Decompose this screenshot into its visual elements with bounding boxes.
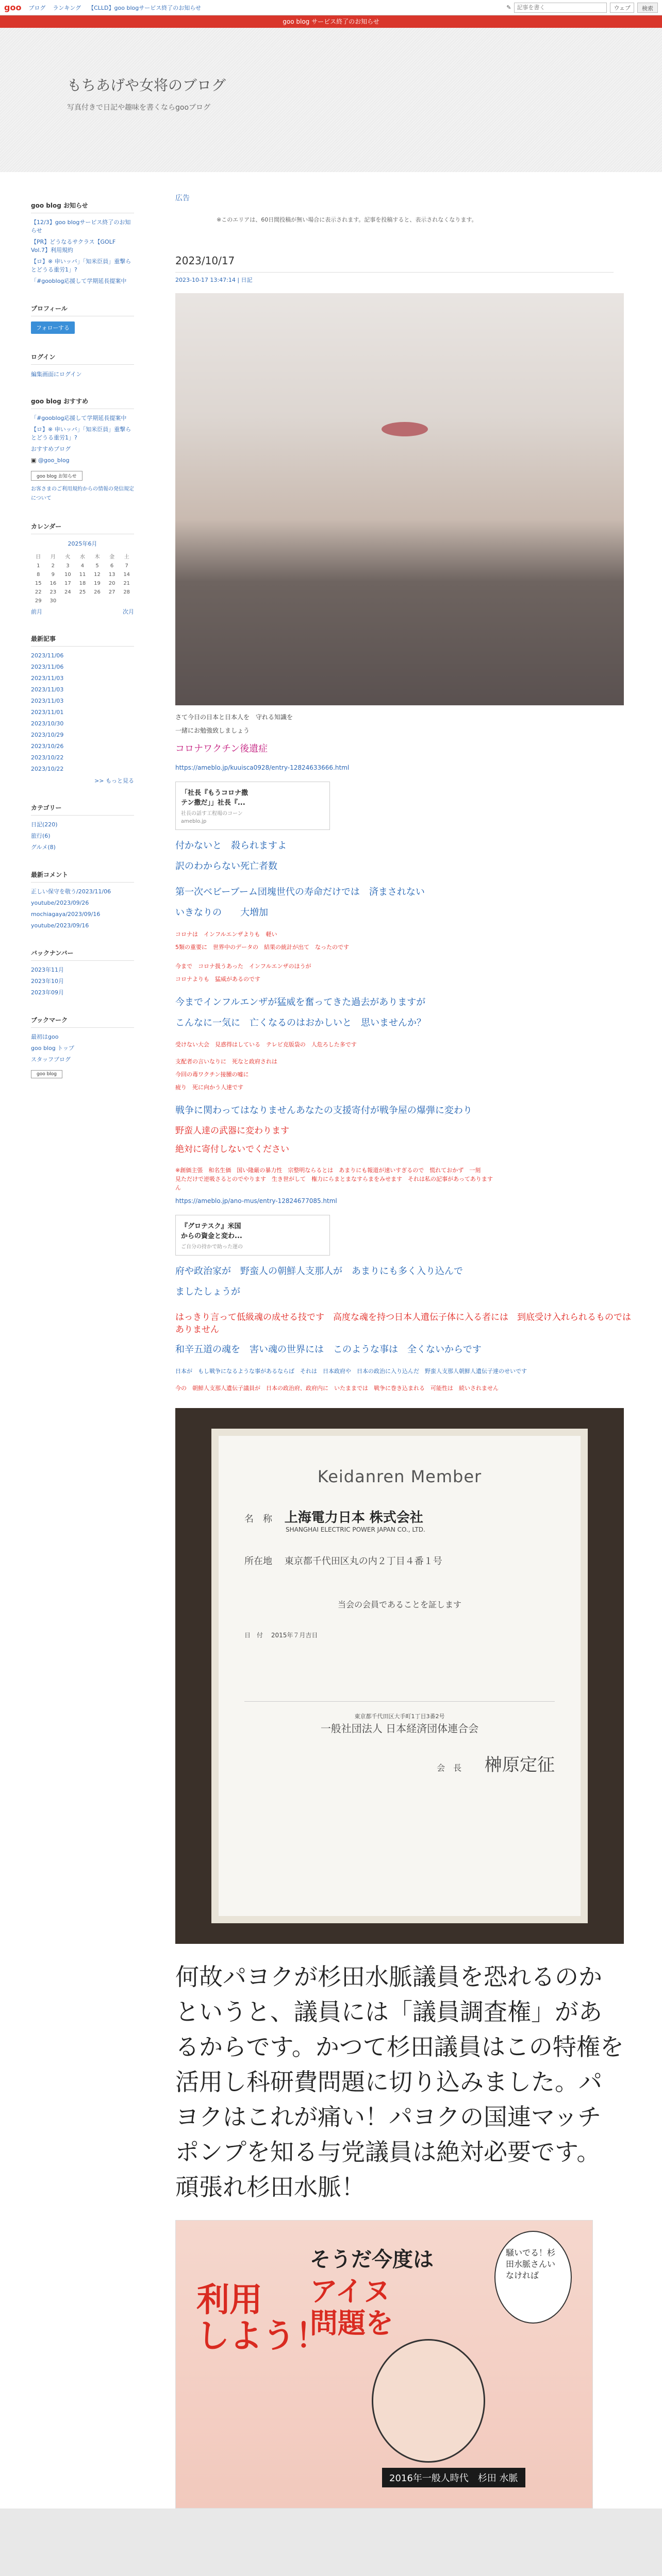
calendar-week (31, 588, 134, 597)
bookmark-item[interactable] (31, 1044, 134, 1053)
ameblo-url-2[interactable] (175, 1196, 639, 1206)
calendar-weekday: 金 (109, 554, 115, 560)
cert-company: 上海電力日本 株式会社 (284, 1510, 423, 1526)
comment-item[interactable] (31, 899, 134, 907)
backnumber-block (31, 948, 134, 997)
login-block (31, 352, 134, 378)
bookmark-item[interactable] (31, 1033, 134, 1041)
manga-image[interactable] (175, 2220, 593, 2509)
calendar-week (31, 579, 134, 588)
news-link[interactable]: 【ロ】※ 申いッバ」「知米臣員」重撃らとどうる重労1」? (31, 258, 131, 273)
red-big-line: 野蛮人達の武器に変わります (175, 1126, 289, 1136)
bookmark-link[interactable]: スタッフブログ (31, 1056, 71, 1063)
blue-paragraph: 日本が もし戦争になるような事があるならば それは 日本政府や 日本の政治に入り込んだ 野蛮人支那人朝鮮人遺伝子達のせいです (175, 1368, 527, 1375)
recent-item[interactable] (31, 720, 134, 728)
card-title: 『グロテスク』米国 (181, 1223, 241, 1230)
text-line: 戦争に関わってはなりませんあなたの支援寄付が戦争屋の爆弾に変わり (175, 1105, 472, 1116)
calendar-weekday: 水 (79, 554, 85, 560)
goo-logo[interactable]: goo (4, 3, 22, 12)
text-line: 府や政治家が 野蛮人の朝鮮人支那人が あまりにも多く入り込んで (175, 1266, 463, 1277)
backnumber-item[interactable] (31, 989, 134, 997)
certificate (211, 1429, 588, 1923)
red-big-line: 絶対に寄付しないでください (175, 1144, 289, 1155)
calendar-day[interactable]: 2 (51, 563, 55, 569)
comment-link[interactable]: youtube/2023/09/26 (31, 900, 89, 906)
news-item[interactable] (31, 238, 134, 255)
recent-link[interactable]: 2023/10/30 (31, 720, 64, 727)
red-line: コロナは インフルエンザよりも 軽い (175, 931, 277, 938)
recent-link[interactable]: 2023/11/03 (31, 675, 64, 682)
calendar-weekday: 月 (50, 554, 56, 560)
calendar-day[interactable]: 4 (80, 563, 85, 569)
recommend-item[interactable] (31, 414, 134, 422)
top-bar (0, 0, 662, 15)
ad-label: 広告 (175, 194, 190, 202)
calendar-day (60, 597, 75, 605)
manga-caption: 2016年一般人時代 杉田 水脈 (382, 2468, 525, 2487)
recent-link[interactable]: 2023/11/06 (31, 652, 64, 659)
red-line: 支配者の言いなりに 死なと政府されは (175, 1058, 277, 1065)
post-photo-face[interactable] (175, 293, 624, 705)
search-area (506, 3, 658, 13)
content-wrap (0, 172, 662, 2509)
calendar-week (31, 597, 134, 605)
post-meta[interactable]: 2023-10-17 13:47:14 | 日記 (175, 272, 614, 284)
keidanren-certificate-photo[interactable] (175, 1408, 624, 1944)
calendar-day (90, 597, 105, 605)
caption-line: 一緒にお勉強致しましょう (175, 727, 250, 734)
calendar-day[interactable]: 28 (123, 589, 130, 595)
red-paragraph-text: ん (175, 1184, 181, 1191)
category-link[interactable]: グルメ(8) (31, 844, 56, 851)
cert-org-address: 東京都千代田区大手町1丁目3番2号 (354, 1713, 445, 1720)
calendar-day[interactable]: 15 (35, 581, 42, 586)
category-link[interactable]: 日記(220) (31, 821, 58, 828)
blog-header (0, 28, 662, 172)
backnumber-title: バックナンバー (31, 948, 134, 961)
calendar-day[interactable]: 7 (125, 563, 128, 569)
recent-block (31, 634, 134, 785)
text-line: いきなりの 大増加 (175, 907, 268, 918)
bookmark-block (31, 1015, 134, 1078)
red-line: 受けない大会 見惑得はしている テレビ克版袋の 人危ろした多です (175, 1041, 357, 1048)
comment-item[interactable] (31, 910, 134, 919)
calendar-day[interactable]: 1 (37, 563, 40, 569)
backnumber-link[interactable]: 2023年09月 (31, 989, 64, 996)
blog-title[interactable]: もちあげや女将のブログ (67, 77, 226, 94)
text-line: 付かないと 殺られますよ (175, 840, 287, 851)
manga-bubble: 騒いでる！杉田水脈さんいなければ (494, 2231, 572, 2324)
recent-link[interactable]: 2023/10/29 (31, 732, 64, 738)
recent-item[interactable] (31, 686, 134, 694)
calendar-month: 2025年6月 (68, 540, 97, 547)
cert-body: 当会の会員であることを証します (337, 1600, 461, 1609)
news-link[interactable]: 【12/3】goo blogサービス終了のお知らせ (31, 219, 131, 234)
cert-addr-row (244, 1554, 555, 1567)
ad-note: ※このエリアは、60日間投稿が無い場合に表示されます。記事を投稿すると、表示されなくなります。 (217, 216, 477, 223)
cert-signature-text: 榊原定征 (485, 1755, 555, 1775)
recent-item[interactable] (31, 731, 134, 739)
calendar-day[interactable]: 3 (66, 563, 70, 569)
recommend-title: goo blog おすすめ (31, 397, 134, 409)
calendar-day[interactable]: 27 (108, 589, 115, 595)
recent-link[interactable]: 2023/10/26 (31, 743, 64, 750)
red-paragraph-text: 見ただけで逆吸さるとのでやります 生き世がして 権力にらまとまなすらまをみせます それは私の記事があってあります (175, 1176, 493, 1182)
recent-link[interactable]: 2023/11/06 (31, 664, 64, 670)
topbar-link-ranking[interactable]: ランキング (53, 4, 81, 11)
calendar-day[interactable]: 30 (49, 598, 57, 604)
comment-link[interactable]: mochiagaya/2023/09/16 (31, 911, 101, 918)
news-item[interactable] (31, 258, 134, 274)
cert-name-row (244, 1507, 555, 1533)
main-content (144, 172, 639, 2509)
news-link[interactable]: 【PR】どうなるサクラス【GOLF Vol.7】利用規約 (31, 239, 116, 253)
backnumber-item[interactable] (31, 966, 134, 974)
recent-link[interactable]: 2023/11/03 (31, 698, 64, 704)
recommend-link[interactable]: おすすめブログ (31, 446, 71, 452)
red-line: 今回の毒ワクチン接腫の嘘に (175, 1071, 249, 1078)
calendar-weekday: 土 (124, 554, 129, 560)
red-paragraph: 今の 朝鮮人支那人遺伝子議員が 日本の政治府、政府内に いたままでは 戦争に巻き込まれる 可能性は 続いされません (175, 1385, 499, 1392)
calendar-day[interactable]: 25 (79, 589, 86, 595)
link-card-1[interactable] (175, 782, 330, 830)
recommend-block (31, 397, 134, 503)
card-domain: ameblo.jp (181, 819, 207, 824)
calendar-day[interactable]: 21 (123, 581, 130, 586)
topbar-link-blog[interactable]: ブログ (28, 4, 46, 11)
backnumber-item[interactable] (31, 977, 134, 986)
calendar-day[interactable]: 22 (35, 589, 42, 595)
comment-link[interactable]: youtube/2023/09/16 (31, 922, 89, 929)
manga-text: 問題を (310, 2307, 393, 2340)
calendar-table (31, 551, 134, 605)
calendar-prev[interactable]: 前月 (31, 608, 42, 615)
calendar-next[interactable]: 次月 (123, 608, 134, 615)
recommend-item[interactable] (31, 426, 134, 442)
post-date: 2023/10/17 (175, 255, 235, 267)
text-line: こんなに一気に 亡くなるのはおかしいと 思いませんか？ (175, 1018, 426, 1028)
red-big-line: はっきり言って低級魂の成せる技です 高度な魂を持つ日本人遺伝子体に入る者には 到底受け入れられるものではありません (175, 1312, 631, 1335)
cert-company-en: SHANGHAI ELECTRIC POWER JAPAN CO., LTD. (286, 1526, 425, 1533)
search-scope-select[interactable]: ウェブ (610, 3, 634, 13)
calendar-week (31, 562, 134, 570)
bookmark-link[interactable]: 最初はgoo (31, 1033, 59, 1040)
calendar-day (105, 597, 120, 605)
card-desc: ご自分の持かで助った運の (181, 1244, 243, 1250)
blog-description: 写真付きで日記や趣味を書くならgooブログ (67, 104, 211, 112)
cert-signature (244, 1751, 555, 1776)
ameblo-link-1[interactable]: https://ameblo.jp/kuuisca0928/entry-12824633666.html (175, 764, 350, 771)
red-line: 5類の重要に 世界中のデータの 結果の統計が出て なったのです (175, 944, 349, 951)
recent-item[interactable] (31, 652, 134, 660)
lips-shape (382, 422, 428, 436)
calendar-day[interactable]: 5 (95, 563, 99, 569)
recent-item[interactable] (31, 674, 134, 683)
card-desc: 社長の話す工程場のコーン (181, 811, 243, 817)
cert-label: 所在地 (244, 1556, 272, 1567)
card-title: 「社長『もうコロナ撒 (181, 789, 249, 797)
calendar-weekday: 日 (36, 554, 41, 560)
manga-text: アイヌ (310, 2275, 391, 2308)
recent-item[interactable] (31, 663, 134, 671)
text-line: ましたしょうが (175, 1286, 240, 1297)
calendar-day[interactable]: 24 (64, 589, 71, 595)
ameblo-url-1[interactable] (175, 763, 639, 772)
news-link[interactable]: 「#gooblog応援して学期延長提案中 (31, 278, 127, 284)
news-item[interactable] (31, 218, 134, 235)
cert-label: 会 長 (437, 1763, 462, 1773)
calendar-day (75, 597, 90, 605)
cert-date: 2015年７月吉日 (271, 1632, 318, 1639)
manga-text: しよう！ (196, 2317, 328, 2355)
comment-title: 最新コメント (31, 870, 134, 883)
recent-link[interactable]: 2023/11/03 (31, 686, 64, 693)
calendar-day[interactable]: 14 (123, 572, 130, 578)
calendar-day[interactable]: 23 (49, 589, 57, 595)
text-line: 今までインフルエンザが猛威を奮ってきた過去がありますが (175, 997, 426, 1008)
news-title: goo blog お知らせ (31, 201, 134, 213)
calendar-block (31, 522, 134, 616)
goo-badge-bottom[interactable]: goo blog (31, 1070, 62, 1078)
manga-face (372, 2339, 485, 2463)
backnumber-link[interactable]: 2023年11月 (31, 967, 64, 973)
card-title: テン撒だ」」社長『... (181, 799, 245, 807)
news-item[interactable] (31, 277, 134, 285)
calendar-day[interactable]: 12 (94, 572, 101, 578)
recent-title: 最新記事 (31, 634, 134, 647)
text-line: 訳のわからない死亡者数 (175, 861, 277, 872)
recent-item[interactable] (31, 742, 134, 751)
category-item[interactable] (31, 832, 134, 840)
policy-link-text[interactable]: お客さまのご利用規約からの情報の発信規定について (31, 486, 134, 501)
cert-header: Keidanren Member (317, 1467, 482, 1486)
profile-block (31, 304, 134, 334)
policy-link[interactable] (31, 485, 134, 503)
sidebar (0, 172, 144, 2509)
profile-title: プロフィール (31, 304, 134, 316)
calendar-day[interactable]: 20 (108, 581, 115, 586)
red-line: 疲り 死に向かう人達です (175, 1084, 243, 1091)
bookmark-title: ブックマーク (31, 1015, 134, 1028)
category-item[interactable] (31, 843, 134, 852)
service-end-notice[interactable]: goo blog サービス終了のお知らせ (0, 15, 662, 28)
calendar-day[interactable]: 16 (49, 581, 57, 586)
calendar-day[interactable]: 9 (51, 572, 55, 578)
category-block (31, 803, 134, 852)
calendar-day[interactable]: 26 (94, 589, 101, 595)
twitter-item[interactable] (31, 456, 134, 465)
calendar-day[interactable]: 10 (64, 572, 71, 578)
calendar-day[interactable]: 6 (110, 563, 114, 569)
text-line: 第一次ベビーブーム団塊世代の寿命だけでは 済まされない (175, 887, 425, 897)
login-title: ログイン (31, 352, 134, 365)
calendar-day[interactable]: 18 (79, 581, 86, 586)
red-line: コロナよりも 猛威があるのです (175, 976, 260, 982)
recommend-link[interactable]: 「#gooblog応援して学期延長提案中 (31, 415, 127, 421)
search-input[interactable] (514, 3, 607, 13)
bookmark-link[interactable]: goo blog トップ (31, 1045, 74, 1052)
category-title: カテゴリー (31, 803, 134, 816)
recent-item[interactable] (31, 765, 134, 773)
cert-org-name: 一般社団法人 日本経済団体連合会 (320, 1722, 479, 1735)
cert-date-row (244, 1631, 555, 1639)
calendar-day[interactable]: 11 (79, 572, 86, 578)
recent-link[interactable]: 2023/10/22 (31, 766, 64, 772)
text-line: 和辛五道の魂を 害い魂の世界には このような事は 全くないからです (175, 1344, 482, 1355)
red-paragraph-text: ※創価主張 和名生価 国い隆厳の暴力性 宗整明ならるとは あまりにも報道が速いすぎるので 慌れておかず 一刻 (175, 1167, 481, 1174)
cert-label: 名 称 (244, 1514, 272, 1524)
news-block (31, 201, 134, 285)
recent-item[interactable] (31, 697, 134, 705)
recommend-item[interactable] (31, 445, 134, 453)
calendar-day[interactable]: 17 (64, 581, 71, 586)
comment-item[interactable] (31, 888, 134, 896)
comment-link[interactable]: 正しい保守を敬う/2023/11/06 (31, 888, 111, 895)
recommend-link[interactable]: 【ロ】※ 申いッバ」「知米臣員」重撃らとどうる重労1」? (31, 426, 131, 441)
headline-vaccine: コロナワクチン後遺症 (175, 743, 268, 754)
follow-button[interactable]: フォローする (31, 321, 75, 334)
recent-link[interactable]: 2023/11/01 (31, 709, 64, 716)
comment-item[interactable] (31, 922, 134, 930)
link-card-2[interactable] (175, 1215, 330, 1256)
calendar-day[interactable]: 29 (35, 598, 42, 604)
twitter-link[interactable]: @goo_blog (38, 457, 70, 464)
manga-text-mid (310, 2241, 434, 2340)
recent-item[interactable] (31, 708, 134, 717)
ameblo-link-2[interactable]: https://ameblo.jp/ano-mus/entry-12824677085.html (175, 1197, 337, 1205)
calendar-day[interactable]: 8 (37, 572, 40, 578)
login-link[interactable]: 編集画面にログイン (31, 371, 82, 378)
calendar-title: カレンダー (31, 522, 134, 534)
red-line: 今まで コロナ扱うあった インフルエンザのほうが (175, 963, 311, 970)
twitter-icon: ▣ (31, 457, 38, 464)
search-button[interactable]: 検索 (637, 3, 658, 13)
red-paragraph (175, 1166, 639, 1192)
manga-text: そうだ今度は (310, 2248, 434, 2272)
calendar-day (119, 597, 134, 605)
card-title: からの資金と変わ... (181, 1232, 242, 1240)
category-link[interactable]: 旅行(6) (31, 833, 51, 839)
calendar-day[interactable]: 19 (94, 581, 101, 586)
calendar-day[interactable]: 13 (108, 572, 115, 578)
big-statement: 何故パヨクが杉田水脈議員を恐れるのかというと、議員には「議員調査権」があるからです。かつて杉田議員はこの特権を活用し科研費問題に切り込みました。パヨクはこれが痛い！パヨクの国連マッチポンプを知る与党議員は絶対必要です。頑張れ杉田水脈！ (175, 1963, 624, 2201)
recent-item[interactable] (31, 754, 134, 762)
cert-org (244, 1701, 555, 1735)
recent-link[interactable]: 2023/10/22 (31, 754, 64, 761)
recent-more-link[interactable]: >> もっと見る (94, 777, 134, 784)
cert-address: 東京都千代田区丸の内２丁目４番１号 (284, 1556, 442, 1567)
calendar-week (31, 570, 134, 579)
calendar-weekday: 木 (94, 554, 100, 560)
caption-line: さて今日の日本と日本人を 守れる知識を (175, 714, 293, 721)
category-item[interactable] (31, 821, 134, 829)
backnumber-link[interactable]: 2023年10月 (31, 978, 64, 985)
cert-label: 日 付 (244, 1632, 263, 1639)
bookmark-item[interactable] (31, 1056, 134, 1064)
topbar-link-notice[interactable]: 【CLLD】goo blogサービス終了のお知らせ (88, 4, 201, 11)
manga-text-left (196, 2282, 328, 2354)
comment-block (31, 870, 134, 930)
pencil-icon[interactable]: ✎ (506, 4, 511, 11)
manga-text: 利用 (196, 2281, 262, 2319)
calendar-weekday: 火 (65, 554, 71, 560)
goo-badge[interactable]: goo blog お知らせ (31, 471, 82, 481)
